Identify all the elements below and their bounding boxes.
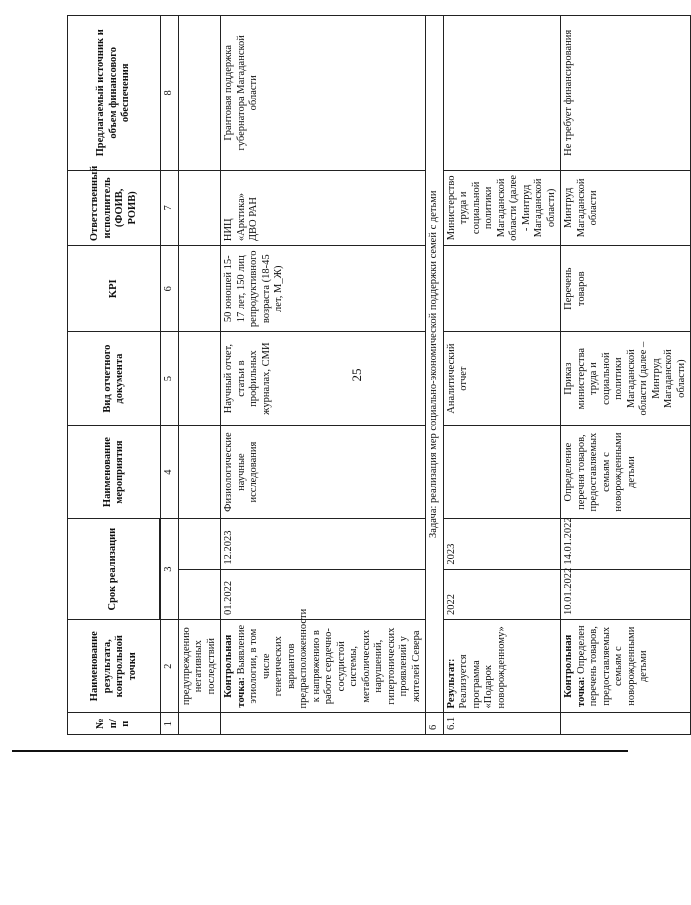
task-number: 6 bbox=[426, 713, 444, 735]
table-row bbox=[561, 16, 691, 735]
row-end: 14.01.2022 bbox=[561, 519, 691, 569]
row-event bbox=[443, 425, 561, 518]
row-kpi: 50 юношей 15-17 лет, 150 лиц репродуктивного возраста (18-45 лет, М_Ж) bbox=[221, 246, 426, 332]
row-doc: Аналитический отчет bbox=[443, 332, 561, 425]
row-end: 2023 bbox=[443, 519, 561, 569]
col-number-4: 4 bbox=[161, 425, 179, 518]
task-title: Задача: реализация мер социально-экономической поддержки семей с детьми bbox=[426, 16, 444, 713]
header-no: № п/п bbox=[68, 713, 161, 735]
col-number-1: 1 bbox=[161, 713, 179, 735]
header-row bbox=[68, 16, 160, 735]
col-number-2: 2 bbox=[161, 619, 179, 712]
row-event: Определение перечня товаров, предоставляемых семьям с новорожденными детьми bbox=[561, 425, 691, 518]
header-period: Срок реализации bbox=[68, 519, 160, 620]
header-doc: Вид отчетного документа bbox=[68, 332, 161, 425]
row-name: предупреждению негативных последствий bbox=[178, 619, 221, 712]
row-executor: Минтруд Магаданской области bbox=[561, 170, 691, 245]
page-number: 25 bbox=[349, 368, 364, 382]
row-start: 10.01.2022 bbox=[561, 569, 691, 619]
row-kpi bbox=[443, 246, 561, 332]
row-funding bbox=[443, 16, 561, 171]
row-name: Результат: Реализуется программа «Подарок новорожденному» bbox=[443, 619, 561, 712]
row-start: 01.2022 bbox=[221, 569, 426, 619]
row-start: 2022 bbox=[443, 569, 561, 619]
row-name: Контрольная точка: Выявление этиологии, в том числе генетических вариантов предрасположенности к напряжению в работе сердечно-сосудистой системы, метаболических нарушений, гипертонических проявлений у жителей Севера bbox=[221, 619, 426, 712]
col-number-3: 3 bbox=[161, 519, 179, 620]
table-row bbox=[221, 16, 426, 735]
col-number-5: 5 bbox=[161, 332, 179, 425]
header-event: Наименование мероприятия bbox=[68, 425, 161, 518]
col-number-7: 7 bbox=[161, 170, 179, 245]
row-doc: Научный отчет, статьи в профильных журналах, СМИ bbox=[221, 332, 426, 425]
row-doc: Приказ министерства труда и социальной политики Магаданской области (далее – Минтруд Магаданской области) bbox=[561, 332, 691, 425]
row-funding: Грантовая поддержка губернатора Магаданской области bbox=[221, 16, 426, 171]
row-end: 12.2023 bbox=[221, 519, 426, 569]
row-funding: Не требует финансирования bbox=[561, 16, 691, 171]
row-name: Контрольная точка: Определен перечень товаров, предоставляемых семьям с новорожденными детьми bbox=[561, 619, 691, 712]
header-name: Наименование результата, контрольной точки bbox=[68, 619, 161, 712]
row-number: 6.1 bbox=[443, 713, 561, 735]
col-number-8: 8 bbox=[161, 16, 179, 171]
row-executor: Министерство труда и социальной политики Магаданской области (далее - Минтруд Магаданской области) bbox=[443, 170, 561, 245]
column-number-row bbox=[161, 16, 179, 735]
header-executor: Ответственный исполнитель (ФОИВ, РОИВ) bbox=[68, 170, 161, 245]
table-row bbox=[178, 16, 221, 735]
header-kpi: KPI bbox=[68, 246, 161, 332]
plan-table bbox=[67, 15, 691, 735]
rotated-page bbox=[67, 15, 687, 735]
table-row bbox=[443, 16, 561, 735]
header-funding: Предлагаемый источник и объем финансового обеспечения bbox=[68, 16, 161, 171]
task-row bbox=[426, 16, 444, 735]
row-executor: НИЦ «Арктика» ДВО РАН bbox=[221, 170, 426, 245]
col-number-6: 6 bbox=[161, 246, 179, 332]
row-kpi: Перечень товаров bbox=[561, 246, 691, 332]
row-event: Физиологические научные исследования bbox=[221, 425, 426, 518]
horizontal-rule bbox=[12, 750, 628, 752]
